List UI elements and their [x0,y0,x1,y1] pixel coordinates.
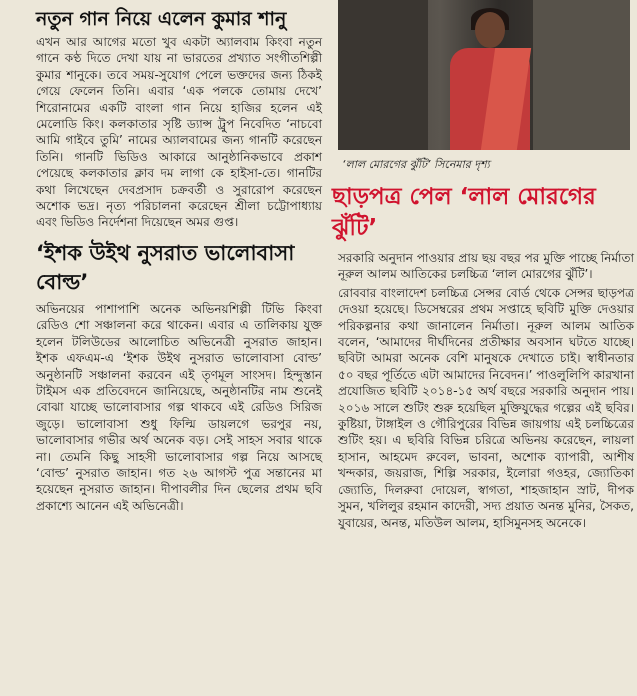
article-paragraph: অভিনয়ের পাশাপাশি অনেক অভিনয়শিল্পী টিভি কিংবা রেডিও শো সঞ্চালনা করে থাকেন। এবার এ তালিকায় যুক্ত হলেন টলিউডের আলোচিত অভিনেত্রী নুসরাত জাহান। ইশক এফএম-এ ‘ইশক উইথ নুসরাত ভালোবাসা বোল্ড’ অনুষ্ঠানটি সঞ্চালনা করবেন এই তৃণমূল সাংসদ। হিন্দুস্তান টাইমস এক প্রতিবেদনে জানিয়েছে, অনুষ্ঠানটির নাম শুনেই বোঝা যাচ্ছে ভালোবাসার গল্প থাকবে এই রেডিও সিরিজ জুড়ে। ভালোবাসা শুধু ফিল্মি ডায়লগে ভরপুর নয়, ভালোবাসার গভীর অর্থ অনেক বড়। সেই সাহস সবার থাকে না। তেমনি কিছু সাহসী ভালোবাসার গল্প নিয়ে আসছে ‘বোল্ড’ নুসরাত জাহান। গত ২৬ আগস্ট পুত্র সন্তানের মা হয়েছেন নুসরাত জাহান। দীপাবলীর দিন ছেলের প্রথম ছবি প্রকাশ্যে আনেন এই অভিনেত্রী। [36,301,322,513]
article-headline-nusrat: ‘ইশক উইথ নুসরাত ভালোবাসা বোল্ড’ [36,240,295,294]
article-paragraph: রোববার বাংলাদেশ চলচ্চিত্র সেন্সর বোর্ড থেকে সেন্সর ছাড়পত্র দেওয়া হয়েছে। ডিসেম্বরের প্রথম সপ্তাহে ছবিটি মুক্তি দেওয়ার পরিকল্পনার কথা জানালেন নির্মাতা। নূরুল আলম আতিক বলেন, ‘আমাদের দীর্ঘদিনের প্রতীক্ষার অবসান ঘটতে যাচ্ছে। ছবিটা আমরা অনেক বেশি মানুষকে দেখাতে চাই। স্বাধীনতার ৫০ বছর পূর্তিতে এটা আমাদের নিবেদন।’ পাওলুলিপি কারখানা প্রযোজিত ছবিটি ২০১৪-১৫ অর্থ বছরে সরকারি অনুদান পায়। ২০১৬ সালে শুটিং শুরু হয়েছিল মুক্তিযুদ্ধের গল্পের এই ছবির। কুষ্টিয়া, টাঙ্গাইল ও গৌরিপুরের বিভিন্ন জায়গায় এই চলচ্চিত্রের শুটিং হয়। এ ছবিরি বিভিন্ন চরিত্রে অভিনয় করেছেন, লায়লা হাসান, আহমেদ রুবেল, ভাবনা, অশোক ব্যাপারী, আশীষ খন্দকার, জয়রাজ, শিল্পি সরকার, ইলোরা গওহর, জ্যোতিকা জ্যোতি, দিলরুবা দোয়েল, স্বাগতা, শাহজাহান স্রাট, দীপক সুমন, খলিলুর রহমান কাদেরী, সদ্য প্রয়াত অনন্ত মুনির, সৈকত, যুবায়ের, অনন্ত, মতিউল আলম, হাসিমুনসহ অনেকে। [338,285,634,530]
article-paragraph: এখন আর আগের মতো খুব একটা অ্যালবাম কিংবা নতুন গানে কণ্ঠ দিতে দেখা যায় না ভারতের প্রখ্যাত সংগীতশিল্পী কুমার শানুকে। তবে সময়-সুযোগ পেলে ভক্তদের জন্য ঠিকই গেয়ে ফেলেন তিনি। এবার ‘এক পলকে তোমায় দেখে’ শিরোনামের একটি বাংলা গান নিয়ে হাজির হলেন এই মেলোডি কিং। কলকাতার সৃষ্টি ড্যান্স ট্রুপ নিবেদিত ‘নাচবো আমি গাইবে তুমি’ নামের অ্যালবামের জন্য গানটি করেছেন তিনি। গানটি ভিডিও আকারে আনুষ্ঠানিকভাবে প্রকাশ পেয়েছে কলকাতার ক্লাব দম লাগা কে হাইসা-তে। গানটির কথা লিখেছেন দেবপ্রসাদ চক্রবর্তী ও সুরারোপ করেছেন অশোক ভদ্র। নৃত্য পরিচালনা করেছেন শ্রীলা চট্টোপাধ্যায় এবং ভিডিও নির্দেশনা দিয়েছেন অমর গুপ্ত। [36,35,322,230]
photo-caption: ‘লাল মোরগের ঝুঁটি’ সিনেমার দৃশ্য [342,158,490,171]
article-body-lal-moroger-jhuti [338,250,634,531]
photo-door-shape [338,0,428,150]
photo-figure-head [475,12,505,48]
right-column [326,0,634,533]
article-body-nusrat [36,301,322,514]
article-headline-lal-moroger-jhuti: ছাড়পত্র পেল ‘লাল মোরগের ঝুঁটি’ [332,184,596,241]
left-column [36,6,322,516]
movie-still-photo [338,0,630,150]
article-headline-kumar-sanu: নতুন গান নিয়ে এলেন কুমার শানু [36,8,287,30]
photo-wall-shape [533,0,630,150]
article-body-kumar-sanu [36,34,322,231]
article-paragraph: সরকারি অনুদান পাওয়ার প্রায় ছয় বছর পর মুক্তি পাচ্ছে নির্মাতা নূরুল আলম আতিকের চলচ্চিত্র ‘লাল মোরগের ঝুঁটি’। [338,251,634,282]
